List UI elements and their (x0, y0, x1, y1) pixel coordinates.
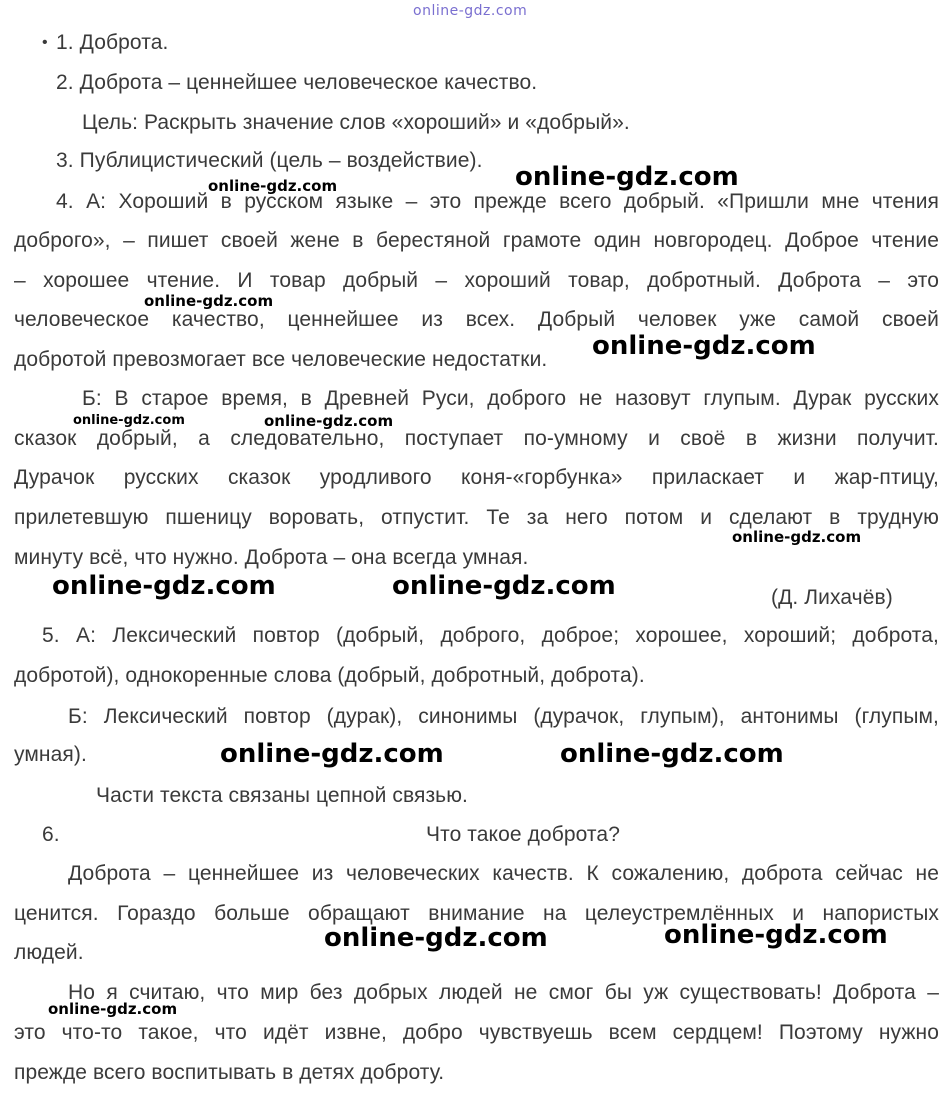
watermark: online-gdz.com (732, 528, 862, 546)
text-line: умная). (14, 743, 87, 766)
text-line: ценится. Гораздо больше обращают внимание на целеустремлённых и напористых (14, 902, 939, 925)
text-line: сказок добрый, а следовательно, поступает по-умному и своё в жизни получит. (14, 427, 939, 450)
text-line: – хорошее чтение. И товар добрый – хороший товар, добротный. Доброта – это (14, 269, 939, 292)
citation-author: (Д. Лихачёв) (771, 586, 893, 609)
text-line: доброго», – пишет своей жене в берестяной грамоте один новгородец. Доброе чтение (14, 229, 939, 252)
text-line: 3. Публицистический (цель – воздействие). (56, 149, 483, 172)
text-line: Части текста связаны цепной связью. (96, 784, 468, 807)
watermark: online-gdz.com (560, 739, 784, 769)
watermark: online-gdz.com (48, 1000, 178, 1018)
text-line: добротой превозмогает все человеческие недостатки. (14, 348, 548, 371)
text-line: 1. Доброта. (56, 31, 169, 54)
watermark: online-gdz.com (208, 177, 338, 195)
essay-title: Что такое доброта? (426, 823, 620, 846)
watermark: online-gdz.com (264, 412, 394, 430)
text-line: добротой), однокоренные слова (добрый, добротный, доброта). (14, 664, 645, 687)
text-line: 2. Доброта – ценнейшее человеческое качество. (56, 71, 538, 94)
item-number: 6. (42, 823, 60, 846)
text-line: Дурачок русских сказок уродливого коня-«горбунка» приласкает и жар-птицу, (14, 466, 939, 489)
watermark: online-gdz.com (324, 923, 548, 953)
text-line: Б: Лексический повтор (дурак), синонимы (дурачок, глупым), антонимы (глупым, (68, 705, 939, 728)
watermark: online-gdz.com (592, 331, 816, 361)
text-line: прежде всего воспитывать в детях доброту. (14, 1061, 445, 1084)
watermark: online-gdz.com (220, 739, 444, 769)
watermark: online-gdz.com (664, 920, 888, 950)
text-line: это что-то такое, что идёт извне, добро чувствуешь всем сердцем! Поэтому нужно (14, 1021, 939, 1044)
watermark: online-gdz.com (73, 413, 185, 428)
watermark: online-gdz.com (392, 571, 616, 601)
list-bullet: • (42, 34, 48, 51)
text-line: Но я считаю, что мир без добрых людей не смог бы уж существовать! Доброта – (68, 981, 939, 1004)
text-line: минуту всё, что нужно. Доброта – она всегда умная. (14, 546, 529, 569)
text-line: Доброта – ценнейшее из человеческих качеств. К сожалению, доброта сейчас не (68, 862, 939, 885)
watermark: online-gdz.com (52, 571, 276, 601)
text-line: Б: В старое время, в Древней Руси, доброго не назовут глупым. Дурак русских (82, 387, 939, 410)
header-watermark: online-gdz.com (413, 3, 528, 19)
text-line: 4. А: Хороший в русском языке – это прежде всего добрый. «Пришли мне чтения (56, 190, 939, 213)
text-line: прилетевшую пшеницу воровать, отпустит. Те за него потом и сделают в трудную (14, 506, 939, 529)
text-line: человеческое качество, ценнейшее из всех. Добрый человек уже самой своей (14, 308, 939, 331)
text-line: 5. А: Лексический повтор (добрый, доброго, доброе; хорошее, хороший; доброта, (42, 624, 939, 647)
text-line: людей. (14, 941, 84, 964)
watermark: online-gdz.com (144, 292, 274, 310)
watermark: online-gdz.com (515, 162, 739, 192)
text-line: Цель: Раскрыть значение слов «хороший» и «добрый». (82, 111, 630, 134)
